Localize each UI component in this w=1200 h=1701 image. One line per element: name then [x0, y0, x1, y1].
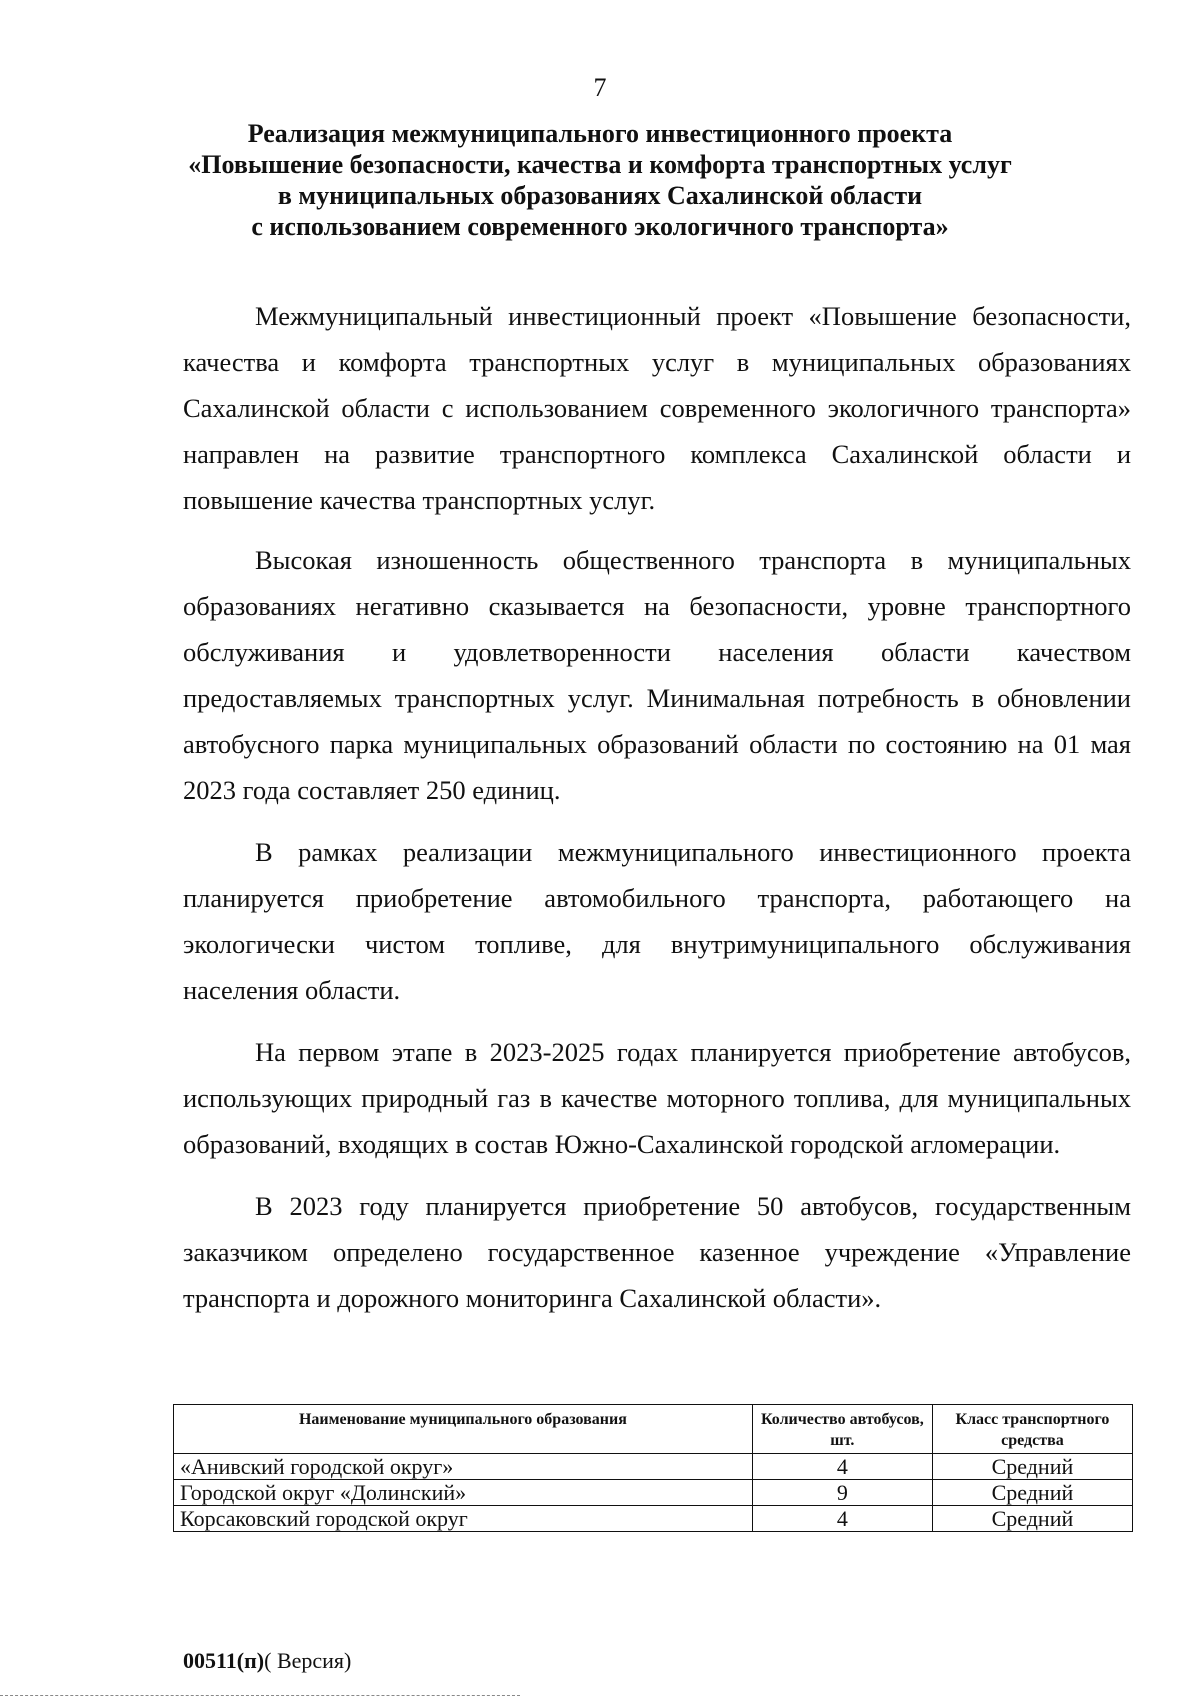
title-line-1: Реализация межмуниципального инвестиционного проекта — [247, 119, 953, 148]
cell-vehicle-class: Средний — [932, 1454, 1132, 1480]
table-row — [174, 1480, 1133, 1506]
document-code-number: 00511(п) — [183, 1648, 265, 1673]
document-title — [120, 118, 1080, 242]
bus-allocation-table — [173, 1404, 1133, 1532]
title-line-3: в муниципальных образованиях Сахалинской области — [277, 181, 923, 210]
cell-municipality: Корсаковский городской округ — [174, 1506, 753, 1532]
cell-bus-count: 4 — [752, 1506, 932, 1532]
cell-municipality: Городской округ «Долинский» — [174, 1480, 753, 1506]
table-header-row — [174, 1405, 1133, 1454]
paragraph: Высокая изношенность общественного транспорта в муниципальных образованиях негативно сказывается на безопасности, уровне транспортного обслуживания и удовлетворенности населения области качеством предоставляемых транспортных услуг. Минимальная потребность в обновлении автобусного парка муниципальных образований области по состоянию на 01 мая 2023 года составляет 250 единиц. — [183, 545, 1131, 805]
paragraph: Межмуниципальный инвестиционный проект «Повышение безопасности, качества и комфорта транспортных услуг в муниципальных образованиях Сахалинской области с использованием современного экологичного транспорта» направлен на развитие транспортного комплекса Сахалинской области и повышение качества транспортных услуг. — [183, 301, 1131, 515]
header-bus-count: Количество автобусов, шт. — [752, 1405, 932, 1454]
table-row — [174, 1506, 1133, 1532]
scan-edge-line — [0, 1695, 520, 1696]
header-vehicle-class: Класс транспортного средства — [932, 1405, 1132, 1454]
page-number: 7 — [593, 73, 607, 102]
cell-bus-count: 4 — [752, 1454, 932, 1480]
paragraph: На первом этапе в 2023-2025 годах планируется приобретение автобусов, использующих природный газ в качестве моторного топлива, для муниципальных образований, входящих в состав Южно-Сахалинской городской агломерации. — [183, 1037, 1131, 1159]
document-body — [183, 293, 1131, 1335]
cell-municipality: «Анивский городской округ» — [174, 1454, 753, 1480]
document-code — [183, 1648, 351, 1674]
paragraph: В рамках реализации межмуниципального инвестиционного проекта планируется приобретение автомобильного транспорта, работающего на экологически чистом топливе, для внутримуниципального обслуживания населения области. — [183, 837, 1131, 1005]
paragraph: В 2023 году планируется приобретение 50 автобусов, государственным заказчиком определено государственное казенное учреждение «Управление транспорта и дорожного мониторинга Сахалинской области». — [183, 1191, 1131, 1313]
cell-vehicle-class: Средний — [932, 1506, 1132, 1532]
title-line-2: «Повышение безопасности, качества и комфорта транспортных услуг — [188, 150, 1012, 179]
cell-vehicle-class: Средний — [932, 1480, 1132, 1506]
header-municipality: Наименование муниципального образования — [174, 1405, 753, 1454]
document-version: ( Версия) — [264, 1648, 352, 1673]
title-line-4: с использованием современного экологичного транспорта» — [251, 212, 949, 241]
cell-bus-count: 9 — [752, 1480, 932, 1506]
table-row — [174, 1454, 1133, 1480]
